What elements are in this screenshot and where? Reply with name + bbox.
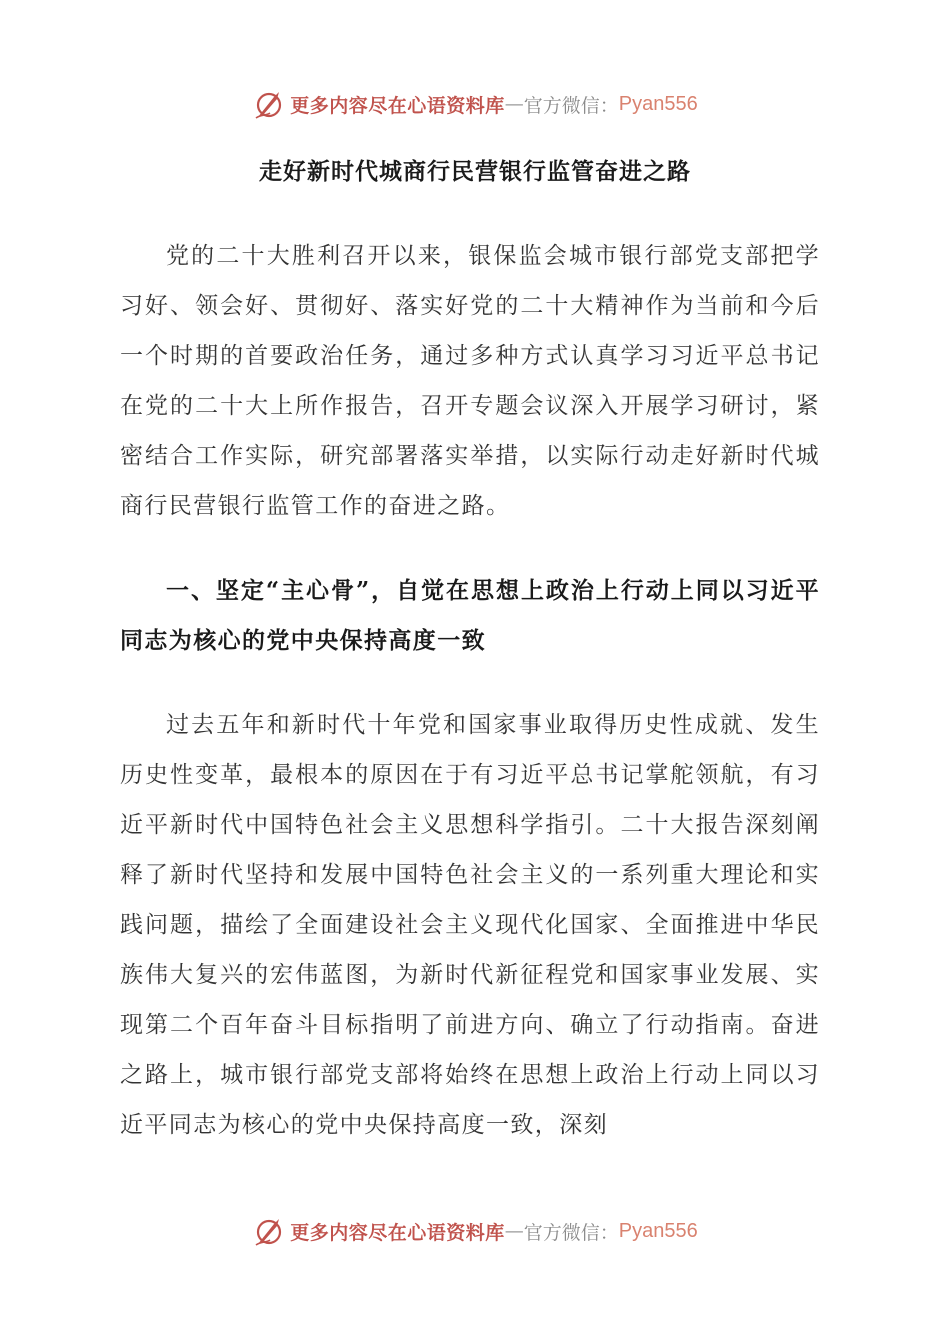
watermark-banner-bottom bbox=[0, 1211, 950, 1251]
quill-pen-logo-icon bbox=[252, 87, 286, 121]
paragraph-section-1: 过去五年和新时代十年党和国家事业取得历史性成就、发生历史性变革，最根本的原因在于有习近平总书记掌舵领航，有习近平新时代中国特色社会主义思想科学指引。二十大报告深刻阐释了新时代坚持和发展中国特色社会主义的一系列重大理论和实践问题，描绘了全面建设社会主义现代化国家、全面推进中华民族伟大复兴的宏伟蓝图，为新时代新征程党和国家事业发展、实现第二个百年奋斗目标指明了前进方向、确立了行动指南。奋进之路上，城市银行部党支部将始终在思想上政治上行动上同以习近平同志为核心的党中央保持高度一致，深刻 bbox=[120, 712, 820, 1138]
watermark-wechat-id: Pyan556 bbox=[618, 1219, 698, 1242]
watermark-text: 更多内容尽在心语资料库 bbox=[290, 1221, 505, 1244]
quill-pen-logo-icon bbox=[252, 1214, 286, 1248]
watermark-wechat-label: 官方微信： bbox=[523, 94, 619, 117]
paragraph-intro: 党的二十大胜利召开以来，银保监会城市银行部党支部把学习好、领会好、贯彻好、落实好党的二十大精神作为当前和今后一个时期的首要政治任务，通过多种方式认真学习习近平总书记在党的二十大上所作报告，召开专题会议深入开展学习研讨，紧密结合工作实际，研究部署落实举措，以实际行动走好新时代城商行民营银行监管工作的奋进之路。 bbox=[120, 243, 820, 519]
watermark-separator: — bbox=[504, 1220, 524, 1242]
section-heading-1: 一、坚定“主心骨”，自觉在思想上政治上行动上同以习近平同志为核心的党中央保持高度一致 bbox=[120, 577, 820, 654]
watermark-banner-top bbox=[0, 84, 950, 124]
watermark-wechat-label: 官方微信： bbox=[523, 1221, 619, 1244]
document-title: 走好新时代城商行民营银行监管奋进之路 bbox=[259, 158, 691, 185]
watermark-separator: — bbox=[504, 93, 524, 115]
watermark-text: 更多内容尽在心语资料库 bbox=[290, 94, 505, 117]
watermark-wechat-id: Pyan556 bbox=[618, 92, 698, 115]
